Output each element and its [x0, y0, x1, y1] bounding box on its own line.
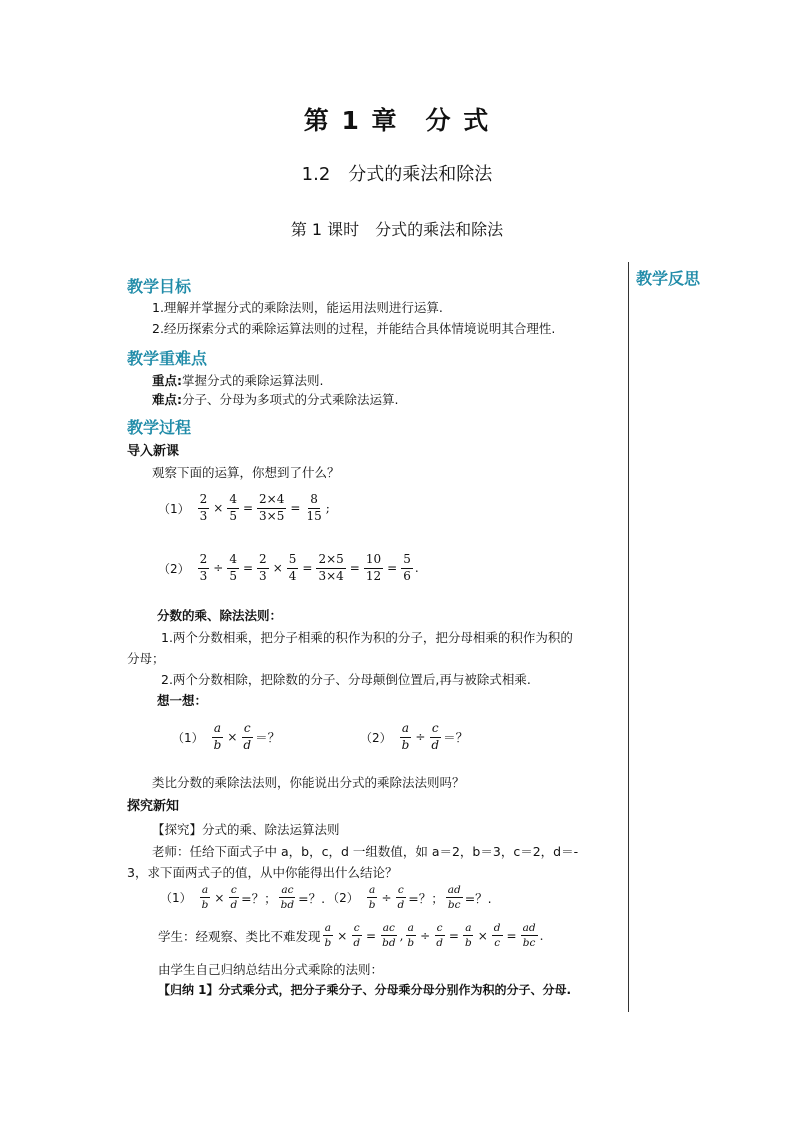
key-text: 掌握分式的乘除运算法则.: [182, 373, 324, 388]
process-heading: 教学过程: [127, 418, 192, 437]
chapter-title: 第 1 章 分 式: [303, 106, 491, 135]
teacher-line-2: 3，求下面两式子的值，从中你能得出什么结论？: [127, 865, 398, 880]
fraction: $\frac{8}{15}$: [306, 492, 322, 523]
example-2: （2） $\frac{2}{3}$ ÷ $\frac{4}{5}$ = $\frac{2}{3}$ × $\frac{5}{4}$ = $\frac{2\times 5}{3\times 4}$ = $\frac{10}{12}$ = $\frac{5}{6}$ .: [158, 552, 419, 583]
think-1: （1） $\frac{a}{b}$ × $\frac{c}{d}$ ＝？: [172, 721, 281, 752]
rule-1: 1.两个分数相乘，把分子相乘的积作为积的分子，把分母相乘的积作为积的: [161, 630, 573, 645]
rule-1-cont: 分母；: [127, 651, 165, 666]
key-label: 重点:: [152, 373, 182, 388]
observe-text: 观察下面的运算，你想到了什么？: [152, 465, 340, 480]
column-divider: [628, 262, 629, 1012]
student-line: 学生：经观察、类比不难发现 $\frac{a}{b}$ × $\frac{c}{d}$ = $\frac{ac}{bd}$ , $\frac{a}{b}$ ÷ $\frac{c}{d}$ = $\frac{a}{b}$ × $\frac{d}{c}$ = $\frac{ad}{bc}$ .: [158, 922, 544, 950]
analogy-text: 类比分数的乘除法法则，你能说出分式的乘除法法则吗？: [152, 775, 465, 790]
fraction: $\frac{4}{5}$: [229, 492, 237, 523]
goals-heading: 教学目标: [127, 277, 192, 296]
fraction: $\frac{2}{3}$: [199, 492, 208, 523]
rule-heading: 分数的乘、除法法则：: [157, 608, 283, 623]
section-title: 1.2 分式的乘法和除法: [301, 164, 493, 185]
explore-title: 【探究】分式的乘、除法运算法则: [152, 822, 340, 837]
goal-item-1: 1.理解并掌握分式的乘除法则，能运用法则进行运算.: [152, 300, 443, 315]
lesson-title: 第 1 课时 分式的乘法和除法: [290, 220, 504, 239]
goal-item-2: 2.经历探索分式的乘除运算法则的过程，并能结合具体情境说明其合理性.: [152, 321, 556, 336]
hard-point: [152, 390, 398, 408]
think-2: （2） $\frac{a}{b}$ ÷ $\frac{c}{d}$ ＝？: [360, 721, 469, 752]
summary-intro: 由学生自己归纳总结出分式乘除的法则：: [158, 962, 384, 977]
rule-2: 2.两个分数相除，把除数的分子、分母颠倒位置后,再与被除式相乘.: [161, 672, 531, 687]
explore-heading: 探究新知: [127, 799, 180, 814]
difficulties-heading: 教学重难点: [127, 349, 208, 368]
questions-line: （1） $\frac{a}{b}$ × $\frac{c}{d}$ =？； $\frac{ac}{bd}$ =？. （2） $\frac{a}{b}$ ÷ $\frac{c}{d}$ =？； $\frac{ad}{bc}$ =？.: [160, 884, 492, 912]
example-1: （1） $\frac{2}{3}$ × $\frac{4}{5}$ = $\frac{2\times 4}{3\times 5}$ = $\frac{8}{15}$ ;: [158, 492, 330, 523]
hard-text: 分子、分母为多项式的分式乘除法运算.: [182, 392, 399, 407]
intro-heading: 导入新课: [127, 444, 180, 459]
fraction: $\frac{2\times 4}{3\times 5}$: [259, 492, 285, 523]
hard-label: 难点:: [152, 392, 182, 407]
think-heading: 想一想：: [157, 693, 208, 708]
teacher-line-1: 老师：任给下面式子中 a，b，c，d 一组数值，如 a＝2，b＝3，c＝2，d＝-: [152, 844, 579, 859]
induction-1: 【归纳 1】分式乘分式，把分子乘分子、分母乘分母分别作为积的分子、分母.: [158, 983, 572, 997]
reflection-label: 教学反思: [636, 269, 701, 288]
key-point: [152, 371, 323, 389]
